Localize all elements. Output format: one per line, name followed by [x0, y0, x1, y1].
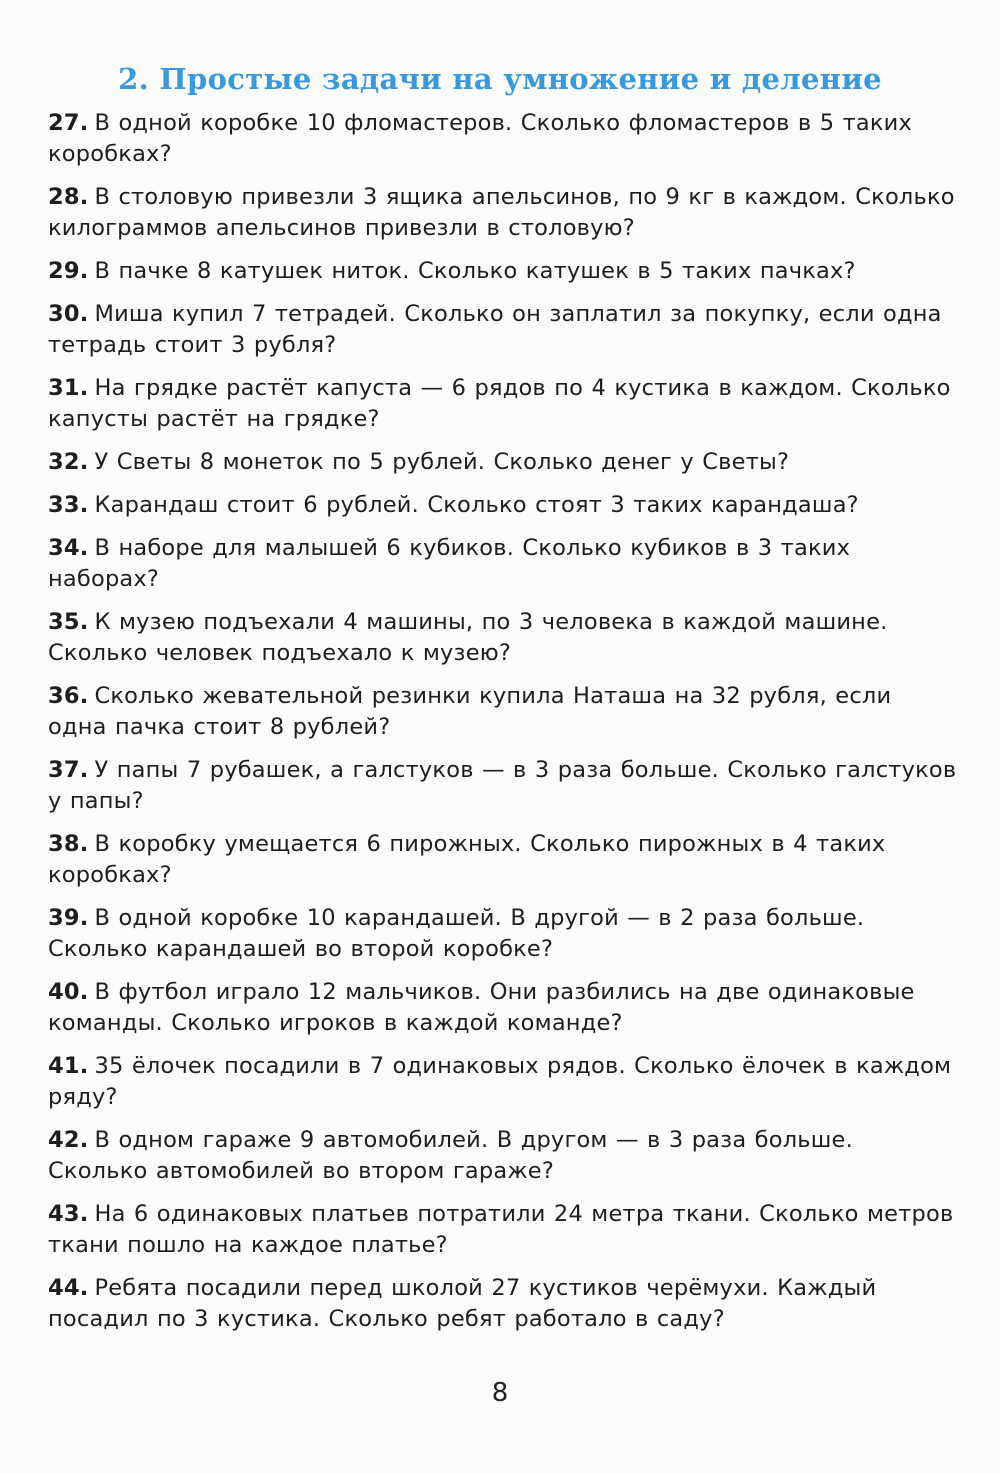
task-item	[48, 681, 958, 743]
task-number: 32.	[48, 449, 89, 475]
task-item	[48, 373, 958, 435]
task-text: В наборе для малышей 6 кубиков. Сколько кубиков в 3 таких наборах?	[48, 535, 851, 592]
task-text: Сколько жевательной резинки купила Наташа на 32 рубля, если одна пачка стоит 8 рублей?	[48, 683, 892, 740]
task-text: У папы 7 рубашек, а галстуков — в 3 раза больше. Сколько галстуков у папы?	[48, 757, 957, 814]
task-item	[48, 829, 958, 891]
task-number: 29.	[48, 258, 89, 284]
task-number: 34.	[48, 535, 89, 561]
task-number: 31.	[48, 375, 89, 401]
task-number: 27.	[48, 110, 89, 136]
task-text: К музею подъехали 4 машины, по 3 человека в каждой машине. Сколько человек подъехало к музею?	[48, 609, 888, 666]
task-number: 44.	[48, 1275, 89, 1301]
task-text: В одной коробке 10 фломастеров. Сколько фломастеров в 5 таких коробках?	[48, 110, 913, 167]
task-item	[48, 447, 958, 478]
task-number: 37.	[48, 757, 89, 783]
task-text: В пачке 8 катушек ниток. Сколько катушек в 5 таких пачках?	[94, 258, 856, 284]
task-item	[48, 108, 958, 170]
task-number: 30.	[48, 301, 89, 327]
task-text: В футбол играло 12 мальчиков. Они разбились на две одинаковые команды. Сколько игроков в каждой команде?	[48, 979, 915, 1036]
task-number: 40.	[48, 979, 89, 1005]
task-item	[48, 755, 958, 817]
task-text: У Светы 8 монеток по 5 рублей. Сколько денег у Светы?	[94, 449, 790, 475]
task-item	[48, 903, 958, 965]
task-number: 28.	[48, 184, 89, 210]
task-number: 42.	[48, 1127, 89, 1153]
task-text: На грядке растёт капуста — 6 рядов по 4 кустика в каждом. Сколько капусты растёт на грядке?	[48, 375, 951, 432]
task-item	[48, 182, 958, 244]
task-text: Карандаш стоит 6 рублей. Сколько стоят 3 таких карандаша?	[94, 492, 859, 518]
task-text: В одном гараже 9 автомобилей. В другом — в 3 раза больше. Сколько автомобилей во втором гараже?	[48, 1127, 853, 1184]
task-item	[48, 490, 958, 521]
task-number: 43.	[48, 1201, 89, 1227]
task-number: 39.	[48, 905, 89, 931]
task-item	[48, 299, 958, 361]
task-item	[48, 533, 958, 595]
section-title: 2. Простые задачи на умножение и деление	[118, 62, 882, 96]
task-item	[48, 977, 958, 1039]
page-number: 8	[491, 1378, 509, 1408]
task-text: В одной коробке 10 карандашей. В другой — в 2 раза больше. Сколько карандашей во второй коробке?	[48, 905, 865, 962]
task-text: В столовую привезли 3 ящика апельсинов, по 9 кг в каждом. Сколько килограммов апельсинов привезли в столовую?	[48, 184, 955, 241]
task-item	[48, 607, 958, 669]
task-list	[48, 108, 958, 1347]
task-item	[48, 256, 958, 287]
task-item	[48, 1273, 958, 1335]
task-text: Ребята посадили перед школой 27 кустиков черёмухи. Каждый посадил по 3 кустика. Сколько ребят работало в саду?	[48, 1275, 877, 1332]
task-number: 35.	[48, 609, 89, 635]
task-text: 35 ёлочек посадили в 7 одинаковых рядов. Сколько ёлочек в каждом ряду?	[48, 1053, 952, 1110]
task-text: Миша купил 7 тетрадей. Сколько он заплатил за покупку, если одна тетрадь стоит 3 рубля?	[48, 301, 942, 358]
task-number: 36.	[48, 683, 89, 709]
task-number: 33.	[48, 492, 89, 518]
task-number: 41.	[48, 1053, 89, 1079]
task-number: 38.	[48, 831, 89, 857]
task-item	[48, 1125, 958, 1187]
task-item	[48, 1051, 958, 1113]
task-text: На 6 одинаковых платьев потратили 24 метра ткани. Сколько метров ткани пошло на каждое платье?	[48, 1201, 954, 1258]
task-item	[48, 1199, 958, 1261]
task-text: В коробку умещается 6 пирожных. Сколько пирожных в 4 таких коробках?	[48, 831, 886, 888]
